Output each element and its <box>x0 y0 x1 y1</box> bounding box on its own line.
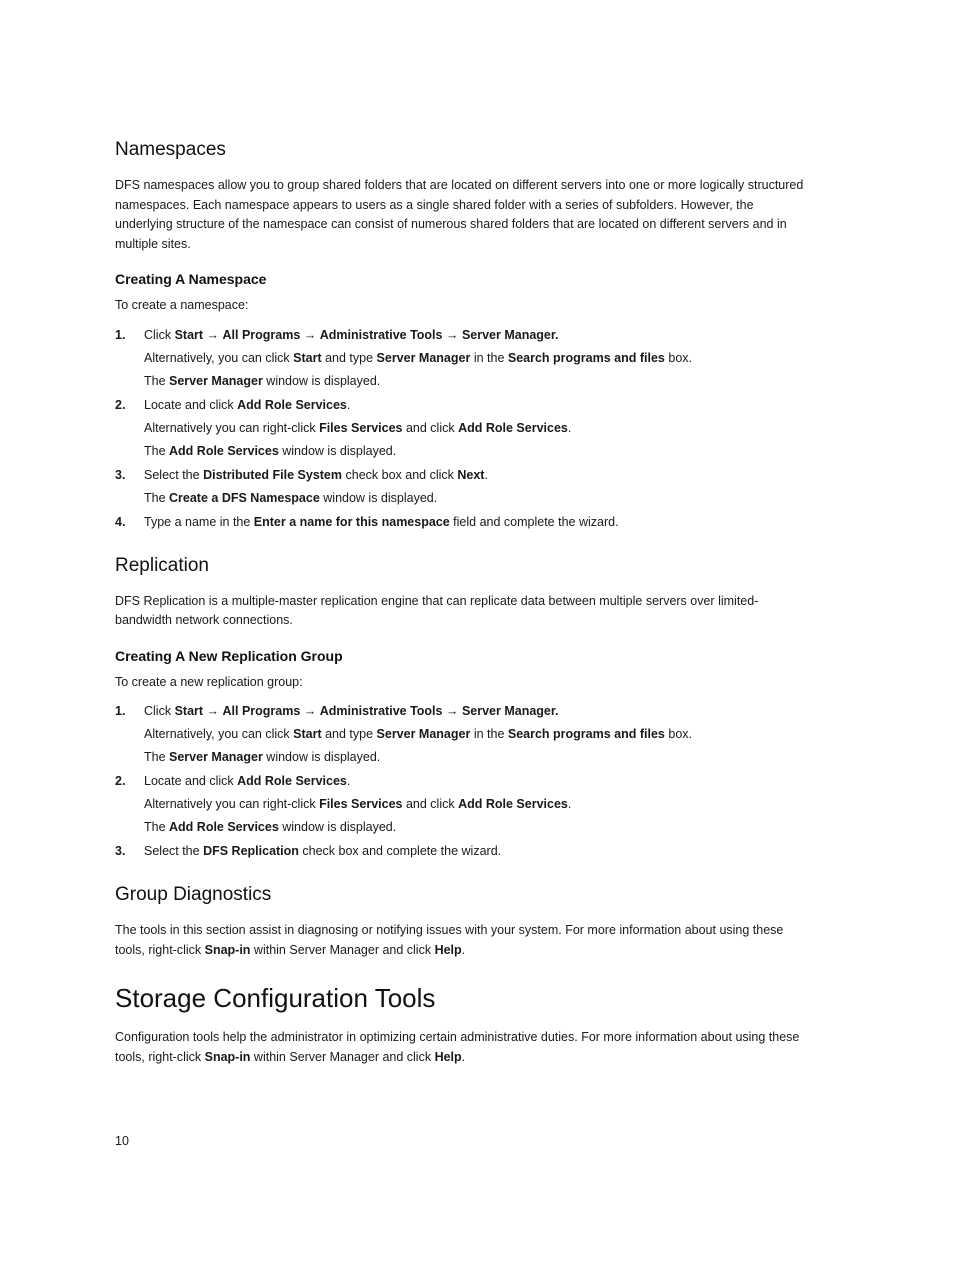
ui-term: Server Manager <box>169 750 263 764</box>
text-run: check box and click <box>342 467 458 482</box>
ui-term: Server Manager. <box>461 704 559 718</box>
text-run: The tools in this section assist in diagnosing or notifying issues with your system. For more information about using these tools, right-click <box>115 923 784 957</box>
list-item <box>115 396 805 461</box>
ui-term: All Programs <box>222 704 301 718</box>
text-run: in the <box>470 727 508 741</box>
text-run: Configuration tools help the administrator in optimizing certain administrative duties. For more information about using these tools, right-click <box>115 1030 800 1064</box>
step-number: 1. <box>115 327 126 342</box>
text-run: The <box>144 820 170 834</box>
replication-lead: To create a new replication group: <box>115 674 303 689</box>
step-number: 2. <box>115 774 126 788</box>
step-line <box>144 725 805 744</box>
ui-term: Start <box>293 727 322 741</box>
document-page <box>115 138 805 1089</box>
step-line <box>144 442 805 461</box>
text-run: and type <box>321 350 377 365</box>
replication-steps <box>115 702 805 861</box>
text-run: box. <box>664 350 692 365</box>
chapter-heading-storage-configuration: Storage Configuration Tools <box>115 983 436 1013</box>
text-run: and type <box>321 727 377 741</box>
text-run: The <box>144 373 170 388</box>
step-line <box>144 842 805 861</box>
text-run: within Server Manager and click <box>250 1049 435 1064</box>
text-run: within Server Manager and click <box>250 942 435 957</box>
ui-term: Help <box>434 942 462 957</box>
text-run: → <box>442 704 462 718</box>
ui-term: Add Role Services <box>458 797 568 811</box>
section-heading-replication: Replication <box>115 554 209 576</box>
text-run: → <box>300 327 320 342</box>
subheading-creating-replication-group: Creating A New Replication Group <box>115 647 343 664</box>
text-run: window is displayed. <box>278 820 397 834</box>
step-number: 3. <box>115 467 126 482</box>
ui-term: Search programs and files <box>507 727 665 741</box>
text-run: Alternatively you can right-click <box>144 420 320 435</box>
step-number: 4. <box>115 514 126 529</box>
list-item <box>115 702 805 767</box>
ui-term: Start <box>174 327 204 342</box>
ui-term: Add Role Services <box>237 774 347 788</box>
text-run: → <box>442 327 462 342</box>
ui-term: Add Role Services <box>169 820 279 834</box>
section-storage-configuration <box>115 982 805 1067</box>
text-run: Select the <box>144 467 204 482</box>
ui-term: Add Role Services <box>237 397 347 412</box>
ui-term: Add Role Services <box>458 420 568 435</box>
namespaces-lead: To create a namespace: <box>115 298 249 312</box>
replication-intro: DFS Replication is a multiple-master replication engine that can replicate data between multiple servers over limited-bandwidth network connections. <box>115 593 759 627</box>
text-run: Select the <box>144 844 204 858</box>
text-run: . <box>346 397 351 412</box>
ui-term: Server Manager <box>376 350 471 365</box>
section-heading-group-diagnostics: Group Diagnostics <box>115 884 272 905</box>
ui-term: Start <box>174 704 204 718</box>
text-run: Alternatively, you can click <box>144 350 294 365</box>
text-run: in the <box>470 350 508 365</box>
ui-term: Create a DFS Namespace <box>169 490 320 505</box>
ui-term: Distributed File System <box>203 467 343 482</box>
text-run: . <box>461 942 466 957</box>
section-replication <box>115 554 805 862</box>
step-number: 1. <box>115 704 126 718</box>
list-item <box>115 513 805 532</box>
section-heading-namespaces: Namespaces <box>115 139 226 160</box>
section-namespaces <box>115 138 805 532</box>
ui-term: DFS Replication <box>203 844 299 858</box>
ui-term: Snap-in <box>204 942 251 957</box>
ui-term: Snap-in <box>204 1049 251 1064</box>
text-run: window is displayed. <box>262 750 381 764</box>
text-run: window is displayed. <box>319 490 438 505</box>
text-run: and click <box>402 797 459 811</box>
step-line <box>144 772 805 791</box>
ui-term: Administrative Tools <box>319 327 443 342</box>
text-run: → <box>203 704 223 718</box>
subheading-creating-namespace: Creating A Namespace <box>115 271 267 287</box>
step-line <box>144 489 805 508</box>
text-run: . <box>567 797 572 811</box>
namespace-steps <box>115 326 805 532</box>
text-run: . <box>346 774 351 788</box>
step-line <box>144 326 805 345</box>
group-diagnostics-body <box>115 921 805 960</box>
list-item <box>115 772 805 837</box>
step-line <box>144 748 805 767</box>
ui-term: Files Services <box>319 420 403 435</box>
text-run: and click <box>402 420 459 435</box>
ui-term: Files Services <box>319 797 403 811</box>
text-run: → <box>300 704 320 718</box>
step-line <box>144 396 805 415</box>
ui-term: Start <box>293 350 322 365</box>
step-number: 3. <box>115 844 126 858</box>
text-run: field and complete the wizard. <box>449 514 619 529</box>
text-run: Click <box>144 327 175 342</box>
list-item <box>115 466 805 508</box>
step-line <box>144 349 805 368</box>
list-item <box>115 326 805 391</box>
text-run: window is displayed. <box>262 373 381 388</box>
text-run: The <box>144 750 170 764</box>
text-run: . <box>567 420 572 435</box>
text-run: Locate and click <box>144 397 238 412</box>
text-run: Alternatively, you can click <box>144 727 294 741</box>
ui-term: Add Role Services <box>169 443 279 458</box>
text-run: box. <box>664 727 692 741</box>
text-run: . <box>484 467 488 482</box>
page-number: 10 <box>115 1134 129 1148</box>
text-run: Type a name in the <box>144 514 254 529</box>
text-run: The <box>144 443 170 458</box>
storage-configuration-body <box>115 1028 805 1067</box>
section-group-diagnostics <box>115 883 805 960</box>
text-run: window is displayed. <box>278 443 397 458</box>
step-line <box>144 466 805 485</box>
text-run: Click <box>144 704 175 718</box>
text-run: → <box>203 327 223 342</box>
step-line <box>144 513 805 532</box>
ui-term: Administrative Tools <box>319 704 443 718</box>
step-line <box>144 818 805 837</box>
ui-term: Next <box>457 467 485 482</box>
step-line <box>144 702 805 721</box>
step-number: 2. <box>115 397 126 412</box>
ui-term: Server Manager <box>376 727 471 741</box>
ui-term: Enter a name for this namespace <box>253 514 450 529</box>
text-run: check box and complete the wizard. <box>298 844 502 858</box>
step-line <box>144 372 805 391</box>
list-item <box>115 842 805 861</box>
step-line <box>144 419 805 438</box>
text-run: The <box>144 490 170 505</box>
ui-term: Server Manager. <box>461 327 559 342</box>
ui-term: Help <box>434 1049 462 1064</box>
text-run: Alternatively you can right-click <box>144 797 320 811</box>
step-line <box>144 795 805 814</box>
text-run: . <box>461 1049 466 1064</box>
ui-term: All Programs <box>222 327 301 342</box>
ui-term: Server Manager <box>169 373 263 388</box>
text-run: Locate and click <box>144 774 238 788</box>
ui-term: Search programs and files <box>507 350 665 365</box>
namespaces-intro: DFS namespaces allow you to group shared folders that are located on different servers into one or more logically structured namespaces. Each namespace appears to users as a single shared folder with a series of subfolders. However, the underlying structure of the namespace can consist of numerous shared folders that are located on different servers and in multiple sites. <box>115 178 804 251</box>
